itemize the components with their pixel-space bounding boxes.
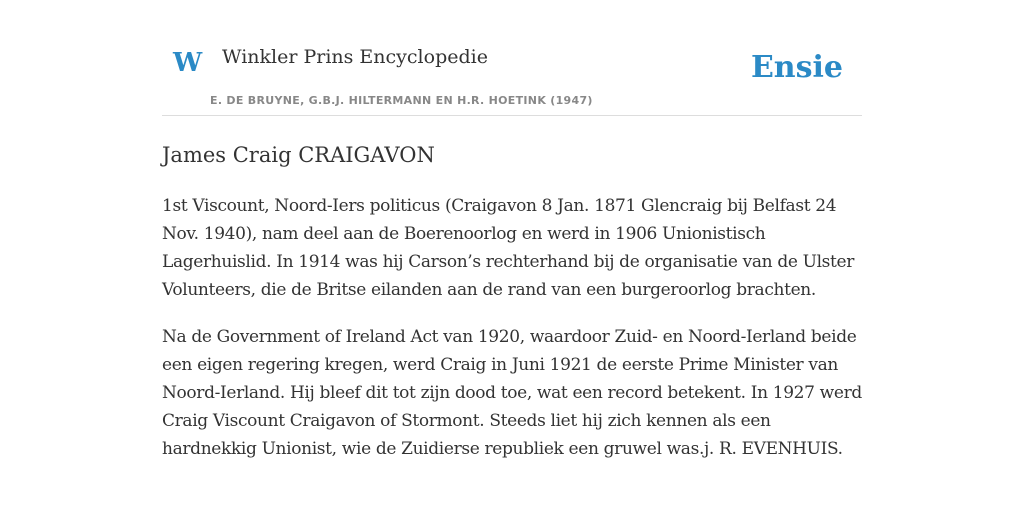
header <box>162 40 862 116</box>
winkler-prins-logo[interactable]: W <box>173 48 203 78</box>
article <box>162 140 862 463</box>
book-authors: E. DE BRUYNE, G.B.J. HILTERMANN EN H.R. HOETINK (1947) <box>210 94 593 107</box>
ensie-logo-link[interactable]: Ensie <box>750 50 843 85</box>
book-title-link[interactable]: Winkler Prins Encyclopedie <box>222 46 488 68</box>
article-paragraph-1: 1st Viscount, Noord-Iers politicus (Craigavon 8 Jan. 1871 Glencraig bij Belfast 24 Nov. 1940), nam deel aan de Boerenoorlog en werd in 1906 Unionistisch Lagerhuislid. In 1914 was hij Carson’s rechterhand bij de organisatie van de Ulster Volunteers, die de Britse eilanden aan de rand van een burgeroorlog brachten. <box>162 196 855 300</box>
article-title: James Craig CRAIGAVON <box>162 143 435 167</box>
article-paragraph-2: Na de Government of Ireland Act van 1920, waardoor Zuid- en Noord-Ierland beide een eigen regering kregen, werd Craig in Juni 1921 de eerste Prime Minister van Noord-Ierland. Hij bleef dit tot zijn dood toe, wat een record betekent. In 1927 werd Craig Viscount Craigavon of Stormont. Steeds liet hij zich kennen als een hardnekkig Unionist, wie de Zuidierse republiek een gruwel was.j. R. EVENHUIS. <box>162 327 862 459</box>
